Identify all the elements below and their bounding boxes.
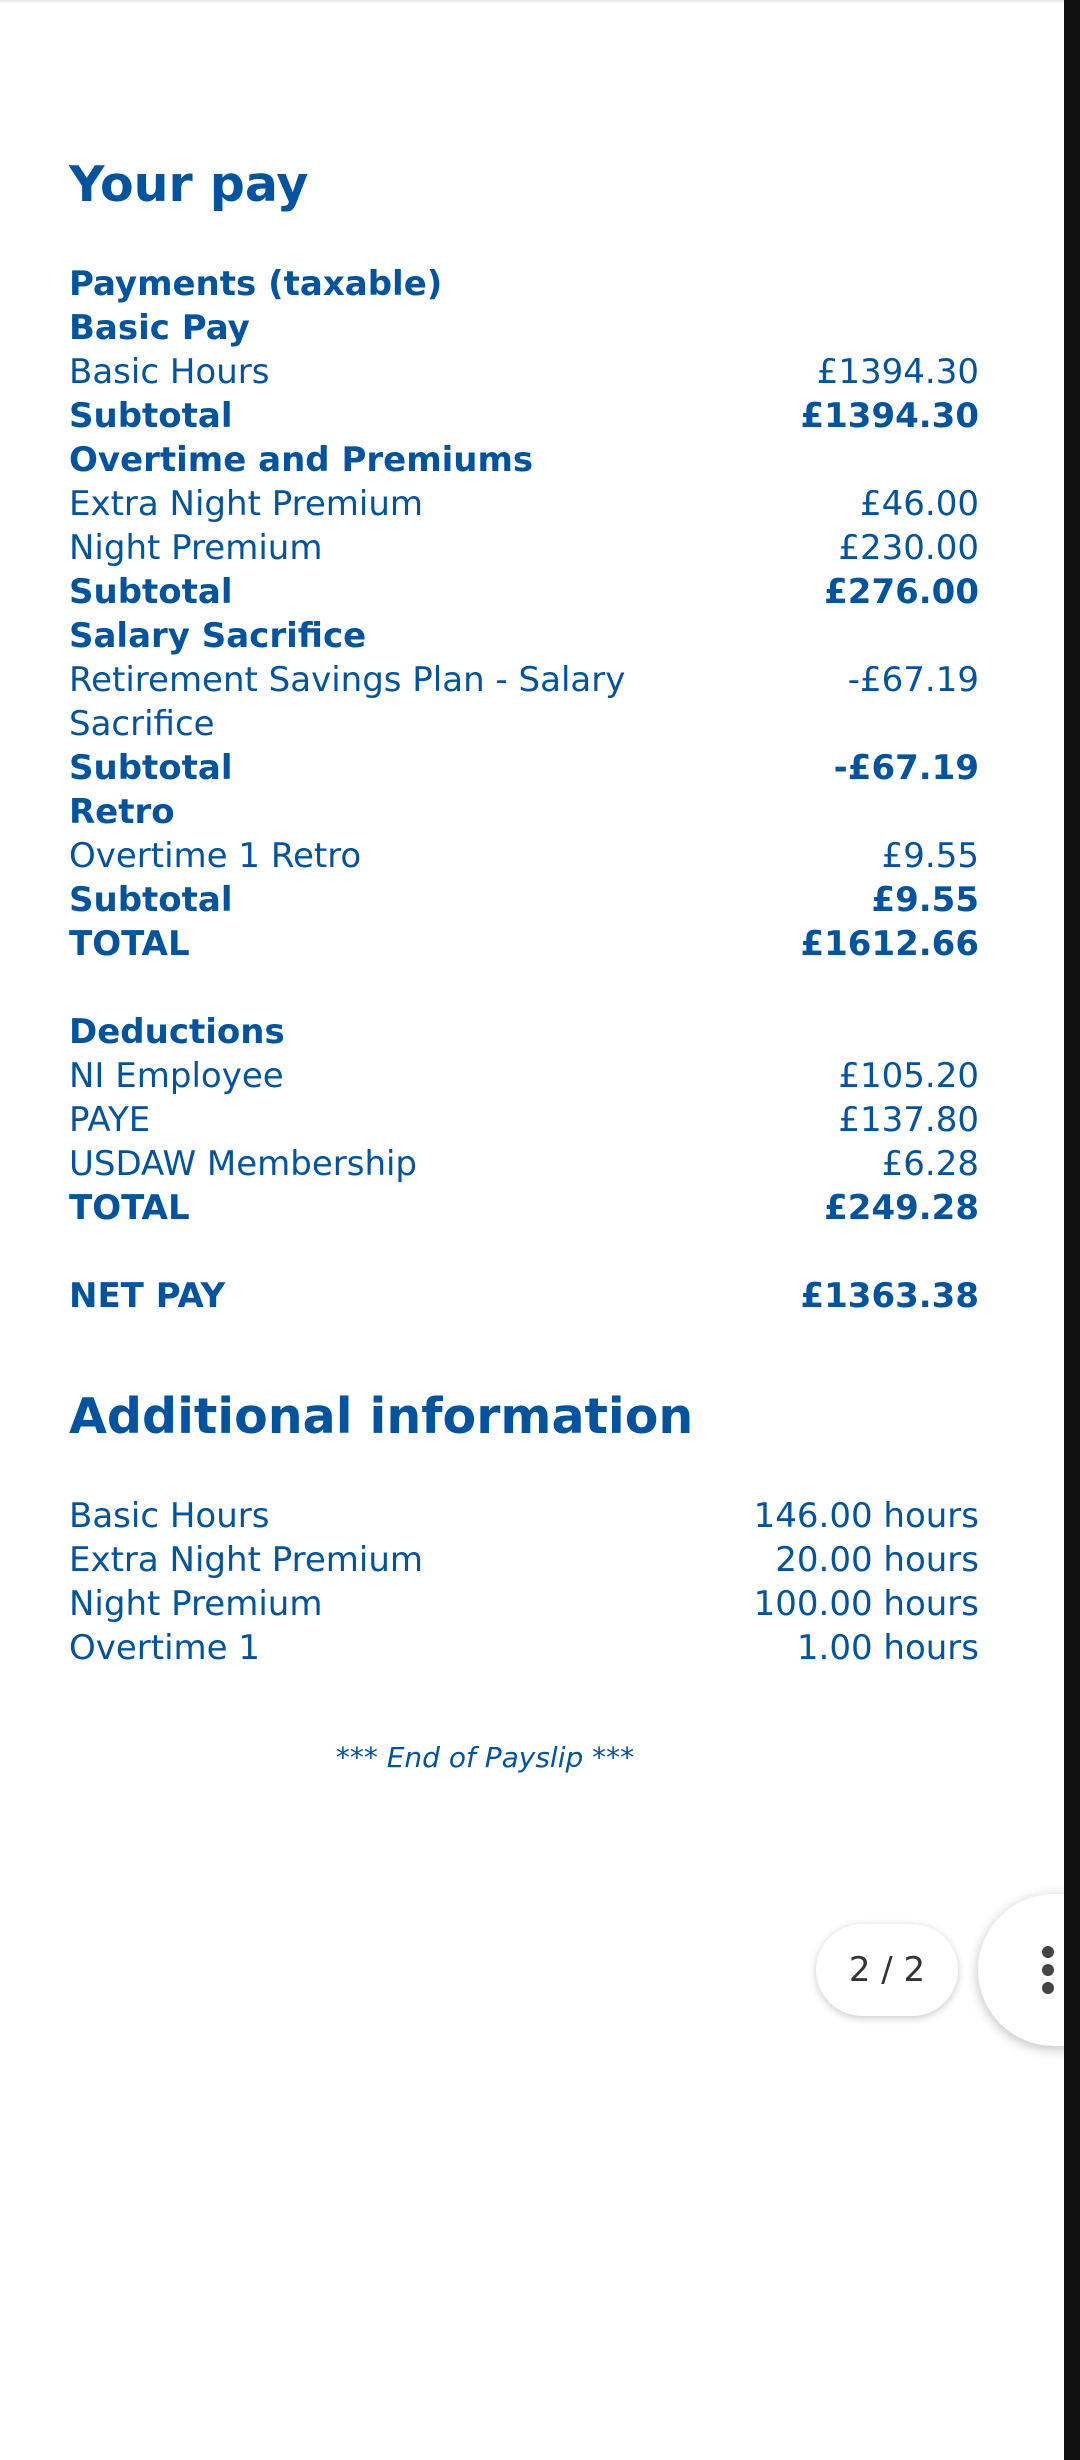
net-pay-value: £1363.38 — [800, 1276, 979, 1316]
extra-night-label: Extra Night Premium — [69, 484, 423, 524]
payments-total-value: £1612.66 — [800, 924, 979, 964]
deductions-heading-label: Deductions — [69, 1012, 285, 1052]
overtime-subtotal-value: £276.00 — [824, 572, 979, 612]
retro-heading-label: Retro — [69, 792, 175, 832]
basic-hours-label: Basic Hours — [69, 352, 270, 392]
usdaw-value: £6.28 — [881, 1144, 979, 1184]
deductions-total-value: £249.28 — [824, 1188, 979, 1228]
overtime-retro-value: £9.55 — [881, 836, 979, 876]
deductions-total-label: TOTAL — [69, 1188, 190, 1228]
ni-employee-value: £105.20 — [838, 1056, 979, 1096]
basic-pay-heading-label: Basic Pay — [69, 308, 250, 348]
add-basic-hours-value: 146.00 hours — [753, 1496, 979, 1536]
end-of-payslip: *** End of Payslip *** — [335, 1741, 635, 1774]
basic-subtotal-value: £1394.30 — [800, 396, 979, 436]
ni-employee-label: NI Employee — [69, 1056, 284, 1096]
add-overtime-value: 1.00 hours — [796, 1628, 979, 1668]
overtime-subtotal-label: Subtotal — [69, 572, 233, 612]
usdaw-label: USDAW Membership — [69, 1144, 418, 1184]
your-pay-title: Your pay — [69, 156, 309, 213]
add-basic-hours-label: Basic Hours — [69, 1496, 270, 1536]
additional-info-title: Additional information — [69, 1388, 694, 1445]
basic-subtotal-label: Subtotal — [69, 396, 233, 436]
salary-sacrifice-heading-label: Salary Sacrifice — [69, 616, 367, 656]
retro-subtotal-label: Subtotal — [69, 880, 233, 920]
add-night-premium-value: 100.00 hours — [753, 1584, 979, 1624]
retro-subtotal-value: £9.55 — [871, 880, 979, 920]
basic-hours-value: £1394.30 — [816, 352, 979, 392]
add-extra-night-label: Extra Night Premium — [69, 1540, 423, 1580]
paye-label: PAYE — [69, 1100, 151, 1140]
paye-value: £137.80 — [838, 1100, 979, 1140]
extra-night-value: £46.00 — [860, 484, 979, 524]
payments-heading-label: Payments (taxable) — [69, 264, 443, 304]
overtime-heading-label: Overtime and Premiums — [69, 440, 534, 480]
add-overtime-label: Overtime 1 — [69, 1628, 261, 1668]
top-shadow — [0, 0, 1064, 4]
payments-total-label: TOTAL — [69, 924, 190, 964]
screen-edge — [1064, 0, 1080, 2460]
sacrifice-subtotal-label: Subtotal — [69, 748, 233, 788]
add-night-premium-label: Night Premium — [69, 1584, 323, 1624]
night-premium-label: Night Premium — [69, 528, 323, 568]
page-indicator: 2 / 2 — [816, 1924, 958, 2016]
add-extra-night-value: 20.00 hours — [775, 1540, 979, 1580]
retirement-label: Retirement Savings Plan - Salary Sacrifice — [69, 660, 626, 744]
retirement-value: -£67.19 — [847, 660, 979, 700]
net-pay-label: NET PAY — [69, 1276, 226, 1316]
night-premium-value: £230.00 — [838, 528, 979, 568]
sacrifice-subtotal-value: -£67.19 — [833, 748, 979, 788]
overtime-retro-label: Overtime 1 Retro — [69, 836, 362, 876]
